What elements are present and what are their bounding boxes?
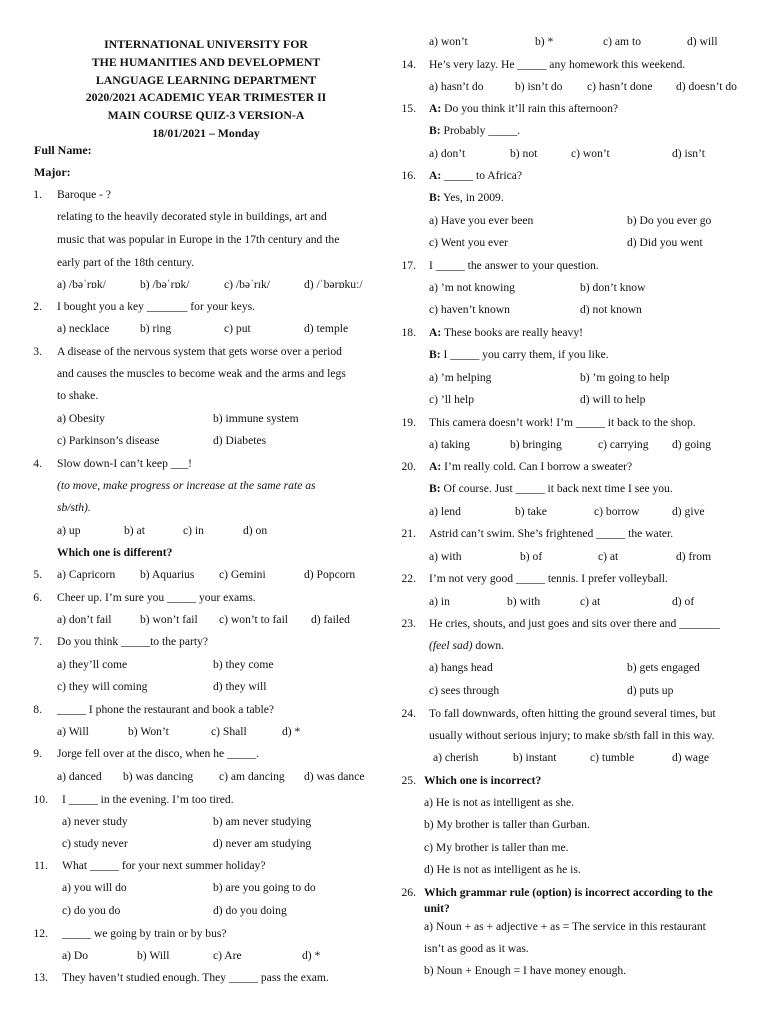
question-number: 3. xyxy=(33,345,42,358)
option-d[interactable]: d) of xyxy=(672,595,695,608)
option-d[interactable]: d) not known xyxy=(580,303,642,316)
option-d[interactable]: d) do you doing xyxy=(213,904,287,917)
question-number: 9. xyxy=(33,747,42,760)
option-d[interactable]: d) isn’t xyxy=(672,147,705,160)
question-text: Slow down-I can’t keep ___! xyxy=(57,457,193,470)
question-number: 6. xyxy=(33,591,42,604)
speaker-a-label: A: xyxy=(429,102,442,115)
option-c[interactable]: c) they will coming xyxy=(57,680,148,693)
question-number: 8. xyxy=(33,703,42,716)
option-b[interactable]: b) am never studying xyxy=(213,815,312,828)
option-c[interactable]: c) Shall xyxy=(211,725,247,738)
question-hint: (feel sad) xyxy=(429,639,473,652)
option-a[interactable]: a) Do xyxy=(62,949,89,962)
exam-header xyxy=(60,36,352,143)
question-number: 10. xyxy=(33,793,48,806)
question-text: Which grammar rule (option) is incorrect according to the xyxy=(424,886,713,899)
question-number: 12. xyxy=(33,927,48,940)
question-definition: relating to the heavily decorated style in buildings, art and xyxy=(57,210,327,223)
option-c[interactable]: c) haven’t known xyxy=(429,303,510,316)
option-a[interactable]: a) taking xyxy=(429,438,470,451)
option-a[interactable]: a) won’t xyxy=(429,35,468,48)
section-heading: Which one is different? xyxy=(57,546,173,559)
option-d[interactable]: d) going xyxy=(672,438,711,451)
question-text: _____ I phone the restaurant and book a table? xyxy=(57,703,274,716)
option-b[interactable]: b) Noun + Enough = I have money enough. xyxy=(424,964,627,977)
option-b[interactable]: b) Do you ever go xyxy=(627,214,712,227)
option-a[interactable]: a) danced xyxy=(57,770,102,783)
option-b[interactable]: b) with xyxy=(507,595,541,608)
question-text: I _____ the answer to your question. xyxy=(429,259,599,272)
header-line: LANGUAGE LEARNING DEPARTMENT xyxy=(95,72,317,87)
full-name-label: Full Name: xyxy=(34,143,92,157)
option-a[interactable]: a) with xyxy=(429,550,462,563)
option-c[interactable]: c) carrying xyxy=(598,438,649,451)
option-a[interactable]: a) never study xyxy=(62,815,128,828)
option-d[interactable]: d) wage xyxy=(672,751,710,764)
header-line: INTERNATIONAL UNIVERSITY FOR xyxy=(104,37,308,51)
question-text: Do you think it’ll rain this afternoon? xyxy=(444,102,619,115)
question-text: I _____ in the evening. I’m too tired. xyxy=(62,793,234,806)
question-number: 5. xyxy=(33,568,42,581)
option-c[interactable]: c) Gemini xyxy=(219,568,266,581)
question-text: _____ to Africa? xyxy=(444,169,523,182)
option-c[interactable]: c) Parkinson’s disease xyxy=(57,434,160,447)
question-text: To fall downwards, often hitting the ground several times, but xyxy=(429,707,716,720)
question-text: Jorge fell over at the disco, when he _____. xyxy=(57,747,259,760)
option-c[interactable]: c) won’t xyxy=(571,147,610,160)
option-d[interactable]: d) from xyxy=(676,550,712,563)
option-d[interactable]: d) temple xyxy=(304,322,349,335)
option-d[interactable]: d) give xyxy=(672,505,705,518)
question-text: I _____ you carry them, if you like. xyxy=(443,348,609,361)
option-a[interactable]: a) hangs head xyxy=(429,661,493,674)
question-text: _____ we going by train or by bus? xyxy=(62,927,227,940)
option-d[interactable]: d) failed xyxy=(311,613,350,626)
question-number: 24. xyxy=(401,707,416,720)
option-b[interactable]: b) they come xyxy=(213,658,274,671)
question-text: These books are really heavy! xyxy=(443,326,584,339)
option-c[interactable]: c) tumble xyxy=(590,751,635,764)
question-definition: early part of the 18th century. xyxy=(57,256,195,269)
question-text: usually without serious injury; to make sb/sth fall in this way. xyxy=(429,729,715,742)
option-a[interactable]: a) Noun + as + adjective + as = The service in this restaurant xyxy=(424,920,706,933)
speaker-b-label: B: xyxy=(429,124,441,137)
question-number: 21. xyxy=(401,527,416,540)
question-number: 18. xyxy=(401,326,416,339)
option-b[interactable]: b) My brother is taller than Gurban. xyxy=(424,818,590,831)
option-d[interactable]: d) He is not as intelligent as he is. xyxy=(424,863,581,876)
question-text: Do you think _____to the party? xyxy=(57,635,209,648)
option-b[interactable]: b) Aquarius xyxy=(140,568,195,581)
option-c[interactable]: c) in xyxy=(183,524,204,537)
speaker-b-label: B: xyxy=(429,482,441,495)
question-number: 26. xyxy=(401,886,416,899)
option-c[interactable]: c) sees through xyxy=(429,684,500,697)
question-text: Cheer up. I’m sure you _____ your exams. xyxy=(57,591,256,604)
option-d[interactable]: d) will to help xyxy=(580,393,646,406)
question-number: 20. xyxy=(401,460,416,473)
option-a[interactable]: a) Capricorn xyxy=(57,568,116,581)
question-number: 25. xyxy=(401,774,416,787)
option-b[interactable]: b) take xyxy=(515,505,547,518)
question-text: Which one is incorrect? xyxy=(424,774,542,787)
question-number: 17. xyxy=(401,259,416,272)
option-a[interactable]: a) necklace xyxy=(57,322,110,335)
option-c[interactable]: c) hasn’t done xyxy=(587,80,653,93)
question-hint: (to move, make progress or increase at the same rate as xyxy=(57,479,316,492)
option-a[interactable]: a) lend xyxy=(429,505,461,518)
option-b[interactable]: b) * xyxy=(535,35,554,48)
option-d[interactable]: d) was dance xyxy=(304,770,365,783)
option-b[interactable]: b) ’m going to help xyxy=(580,371,670,384)
option-c[interactable]: c) Are xyxy=(213,949,242,962)
option-d[interactable]: d) * xyxy=(302,949,321,962)
option-c[interactable]: c) at xyxy=(580,595,601,608)
option-d[interactable]: d) puts up xyxy=(627,684,674,697)
question-definition: music that was popular in Europe in the 17th century and the xyxy=(57,233,340,246)
option-a[interactable]: a) ’m helping xyxy=(429,371,492,384)
header-line: MAIN COURSE QUIZ-3 VERSION-A xyxy=(107,108,305,123)
question-text: He’s very lazy. He _____ any homework this weekend. xyxy=(429,58,686,71)
option-b[interactable]: b) Will xyxy=(137,949,170,962)
speaker-a-label: A: xyxy=(429,169,442,182)
option-b[interactable]: b) won’t fail xyxy=(140,613,198,626)
option-c[interactable]: c) study never xyxy=(62,837,128,850)
option-a[interactable]: a) /bəˈrɒk/ xyxy=(57,278,106,291)
question-number: 16. xyxy=(401,169,416,182)
option-d[interactable]: d) they will xyxy=(213,680,267,693)
question-text: A disease of the nervous system that gets worse over a period xyxy=(57,345,342,358)
header-line: 2020/2021 ACADEMIC YEAR TRIMESTER II xyxy=(85,90,327,105)
question-number: 7. xyxy=(33,635,42,648)
option-b[interactable]: b) ring xyxy=(140,322,172,335)
option-a[interactable]: a) they’ll come xyxy=(57,658,128,671)
option-c[interactable]: c) ’ll help xyxy=(429,393,475,406)
option-c[interactable]: c) /bəˈrɪk/ xyxy=(224,278,271,291)
option-a[interactable]: a) up xyxy=(57,524,81,537)
option-d[interactable]: d) doesn’t do xyxy=(676,80,737,93)
option-b[interactable]: b) don’t know xyxy=(580,281,646,294)
option-b[interactable]: b) are you going to do xyxy=(213,881,316,894)
header-line: 18/01/2021 – Monday xyxy=(152,125,260,140)
option-a[interactable]: a) don’t xyxy=(429,147,466,160)
major-label: Major: xyxy=(34,165,71,179)
question-text: Astrid can’t swim. She’s frightened _____ the water. xyxy=(429,527,674,540)
question-text: I bought you a key _______ for your keys. xyxy=(57,300,256,313)
option-a[interactable]: a) cherish xyxy=(433,751,479,764)
question-text: Baroque - ? xyxy=(57,188,112,201)
option-b[interactable]: b) bringing xyxy=(510,438,562,451)
option-a[interactable]: a) don’t fail xyxy=(57,613,112,626)
option-c[interactable]: c) My brother is taller than me. xyxy=(424,841,569,854)
question-number: 22. xyxy=(401,572,416,585)
question-number: 2. xyxy=(33,300,42,313)
question-text: down. xyxy=(472,639,505,652)
option-d[interactable]: d) /ˈbərɒkuː/ xyxy=(304,278,363,291)
speaker-a-label: A: xyxy=(429,460,442,473)
option-c[interactable]: c) borrow xyxy=(594,505,640,518)
option-b[interactable]: b) immune system xyxy=(213,412,299,425)
question-number: 1. xyxy=(33,188,42,201)
option-c[interactable]: c) at xyxy=(598,550,619,563)
option-c[interactable]: c) won’t to fail xyxy=(219,613,289,626)
option-a[interactable]: a) in xyxy=(429,595,450,608)
question-text: Of course. Just _____ it back next time I see you. xyxy=(443,482,673,495)
question-number: 23. xyxy=(401,617,416,630)
option-a[interactable]: a) hasn’t do xyxy=(429,80,484,93)
option-d[interactable]: d) Did you went xyxy=(627,236,703,249)
option-b[interactable]: b) was dancing xyxy=(123,770,194,783)
question-text: to shake. xyxy=(57,389,99,402)
question-text: Probably _____. xyxy=(443,124,521,137)
question-number: 11. xyxy=(33,859,48,872)
option-a-continued: isn’t as good as it was. xyxy=(424,942,529,955)
option-d[interactable]: d) will xyxy=(687,35,718,48)
speaker-a-label: A: xyxy=(429,326,442,339)
option-a[interactable]: a) Obesity xyxy=(57,412,105,425)
option-a[interactable]: a) Have you ever been xyxy=(429,214,534,227)
option-b[interactable]: b) at xyxy=(124,524,145,537)
question-text: I’m not very good _____ tennis. I prefer volleyball. xyxy=(429,572,668,585)
option-d[interactable]: d) Diabetes xyxy=(213,434,267,447)
option-c[interactable]: c) Went you ever xyxy=(429,236,509,249)
option-b[interactable]: b) instant xyxy=(513,751,557,764)
question-hint: sb/sth). xyxy=(57,501,91,514)
option-d[interactable]: d) on xyxy=(243,524,268,537)
option-c[interactable]: c) am to xyxy=(603,35,641,48)
question-text: Yes, in 2009. xyxy=(443,191,504,204)
speaker-b-label: B: xyxy=(429,191,441,204)
question-text: He cries, shouts, and just goes and sits over there and _______ xyxy=(429,617,720,630)
option-b[interactable]: b) gets engaged xyxy=(627,661,700,674)
option-c[interactable]: c) do you do xyxy=(62,904,121,917)
option-c[interactable]: c) am dancing xyxy=(219,770,285,783)
question-number: 15. xyxy=(401,102,416,115)
question-number: 4. xyxy=(33,457,42,470)
option-b[interactable]: b) Won’t xyxy=(128,725,169,738)
option-a[interactable]: a) He is not as intelligent as she. xyxy=(424,796,575,809)
question-text: unit? xyxy=(424,902,450,915)
question-number: 14. xyxy=(401,58,416,71)
option-a[interactable]: a) ’m not knowing xyxy=(429,281,515,294)
speaker-b-label: B: xyxy=(429,348,441,361)
option-a[interactable]: a) Will xyxy=(57,725,89,738)
option-a[interactable]: a) you will do xyxy=(62,881,127,894)
question-text: What _____ for your next summer holiday? xyxy=(62,859,266,872)
option-b[interactable]: b) /bəˈrɒk/ xyxy=(140,278,190,291)
question-text: and causes the muscles to become weak and the arms and legs xyxy=(57,367,346,380)
option-d[interactable]: d) Popcorn xyxy=(304,568,356,581)
option-b[interactable]: b) isn’t do xyxy=(515,80,563,93)
option-c[interactable]: c) put xyxy=(224,322,251,335)
option-b[interactable]: b) of xyxy=(520,550,543,563)
question-number: 13. xyxy=(33,971,48,984)
question-text: This camera doesn’t work! I’m _____ it back to the shop. xyxy=(429,416,696,429)
option-b[interactable]: b) not xyxy=(510,147,538,160)
option-d[interactable]: d) * xyxy=(282,725,301,738)
question-text: They haven’t studied enough. They _____ pass the exam. xyxy=(62,971,329,984)
header-line: THE HUMANITIES AND DEVELOPMENT xyxy=(91,54,321,69)
option-d[interactable]: d) never am studying xyxy=(213,837,312,850)
question-text: I’m really cold. Can I borrow a sweater? xyxy=(444,460,633,473)
question-number: 19. xyxy=(401,416,416,429)
